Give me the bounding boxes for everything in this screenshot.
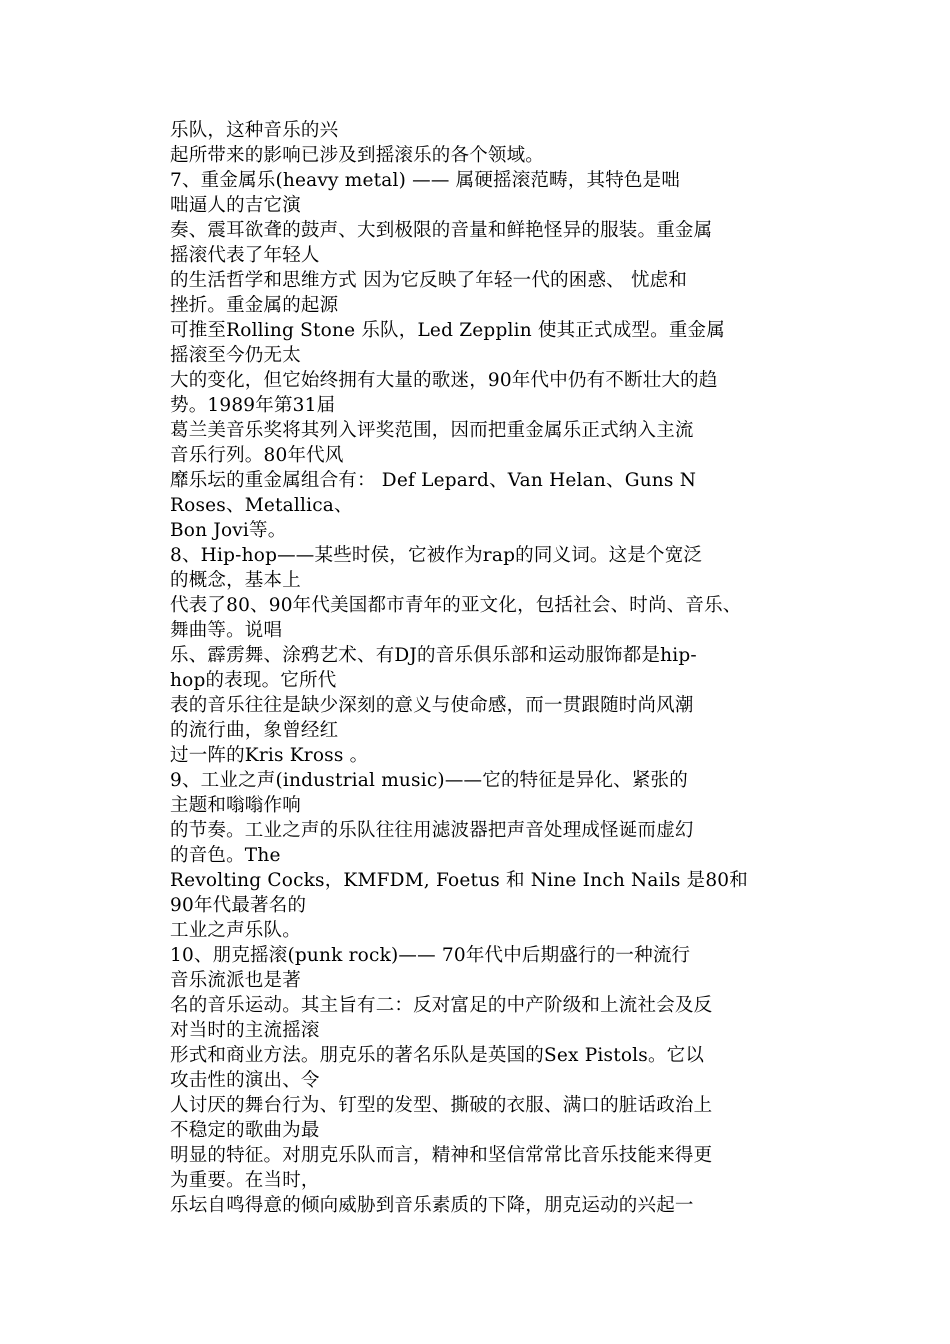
- text-line: Revolting Cocks，KMFDM, Foetus 和 Nine Inch Nails 是80和: [170, 870, 748, 891]
- text-line: 为重要。在当时，: [170, 1170, 320, 1191]
- text-line: 90年代最著名的: [170, 895, 307, 916]
- text-line: 攻击性的演出、令: [170, 1070, 320, 1091]
- text-line: 对当时的主流摇滚: [170, 1020, 320, 1041]
- text-line: 挫折。重金属的起源: [170, 295, 339, 316]
- text-line: 的节奏。工业之声的乐队往往用滤波器把声音处理成怪诞而虚幻: [170, 820, 694, 841]
- text-line: 起所带来的影响已涉及到摇滚乐的各个领域。: [170, 145, 545, 166]
- text-line: 乐坛自鸣得意的倾向威胁到音乐素质的下降，朋克运动的兴起一: [170, 1195, 694, 1216]
- text-line: 靡乐坛的重金属组合有： Def Lepard、Van Helan、Guns N: [170, 470, 697, 491]
- text-line: 音乐流派也是著: [170, 970, 301, 991]
- text-line: 10、朋克摇滚(punk rock)—— 70年代中后期盛行的一种流行: [170, 945, 691, 966]
- text-line: 舞曲等。说唱: [170, 620, 283, 641]
- text-line: 明显的特征。对朋克乐队而言，精神和坚信常常比音乐技能来得更: [170, 1145, 713, 1166]
- text-line: 的流行曲，象曾经红: [170, 720, 339, 741]
- text-line: 乐、霹雳舞、涂鸦艺术、有DJ的音乐俱乐部和运动服饰都是hip-: [170, 645, 697, 666]
- text-line: 大的变化，但它始终拥有大量的歌迷，90年代中仍有不断壮大的趋: [170, 370, 718, 391]
- text-line: 可推至Rolling Stone 乐队，Led Zepplin 使其正式成型。重金属: [170, 320, 725, 341]
- text-line: 乐队，这种音乐的兴: [170, 120, 339, 141]
- text-line: 表的音乐往往是缺少深刻的意义与使命感，而一贯跟随时尚风潮: [170, 695, 694, 716]
- text-line: 工业之声乐队。: [170, 920, 301, 941]
- text-line: hop的表现。它所代: [170, 670, 337, 691]
- text-line: Roses、Metallica、: [170, 495, 353, 516]
- text-line: 葛兰美音乐奖将其列入评奖范围，因而把重金属乐正式纳入主流: [170, 420, 694, 441]
- body-text: [170, 118, 815, 1218]
- text-line: 的生活哲学和思维方式 因为它反映了年轻一代的困惑、 忧虑和: [170, 270, 688, 291]
- text-line: 人讨厌的舞台行为、钉型的发型、撕破的衣服、满口的脏话政治上: [170, 1095, 713, 1116]
- text-line: 过一阵的Kris Kross 。: [170, 745, 369, 766]
- text-line: 9、工业之声(industrial music)——它的特征是异化、紧张的: [170, 770, 688, 791]
- text-line: 的概念，基本上: [170, 570, 301, 591]
- text-line: 不稳定的歌曲为最: [170, 1120, 320, 1141]
- text-line: 形式和商业方法。朋克乐的著名乐队是英国的Sex Pistols。它以: [170, 1045, 705, 1066]
- text-line: 摇滚代表了年轻人: [170, 245, 320, 266]
- text-line: 摇滚至今仍无太: [170, 345, 301, 366]
- text-line: 的音色。The: [170, 845, 281, 866]
- text-line: 音乐行列。80年代风: [170, 445, 344, 466]
- text-line: 代表了80、90年代美国都市青年的亚文化，包括社会、时尚、音乐、: [170, 595, 742, 616]
- text-line: 名的音乐运动。其主旨有二：反对富足的中产阶级和上流社会及反: [170, 995, 713, 1016]
- text-line: 势。1989年第31届: [170, 395, 336, 416]
- text-line: 咄逼人的吉它演: [170, 195, 301, 216]
- text-line: 主题和嗡嗡作响: [170, 795, 301, 816]
- text-line: 8、Hip-hop——某些时侯，它被作为rap的同义词。这是个宽泛: [170, 545, 703, 566]
- text-line: 奏、震耳欲聋的鼓声、大到极限的音量和鲜艳怪异的服装。重金属: [170, 220, 713, 241]
- text-line: Bon Jovi等。: [170, 520, 287, 541]
- text-line: 7、重金属乐(heavy metal) —— 属硬摇滚范畴，其特色是咄: [170, 170, 681, 191]
